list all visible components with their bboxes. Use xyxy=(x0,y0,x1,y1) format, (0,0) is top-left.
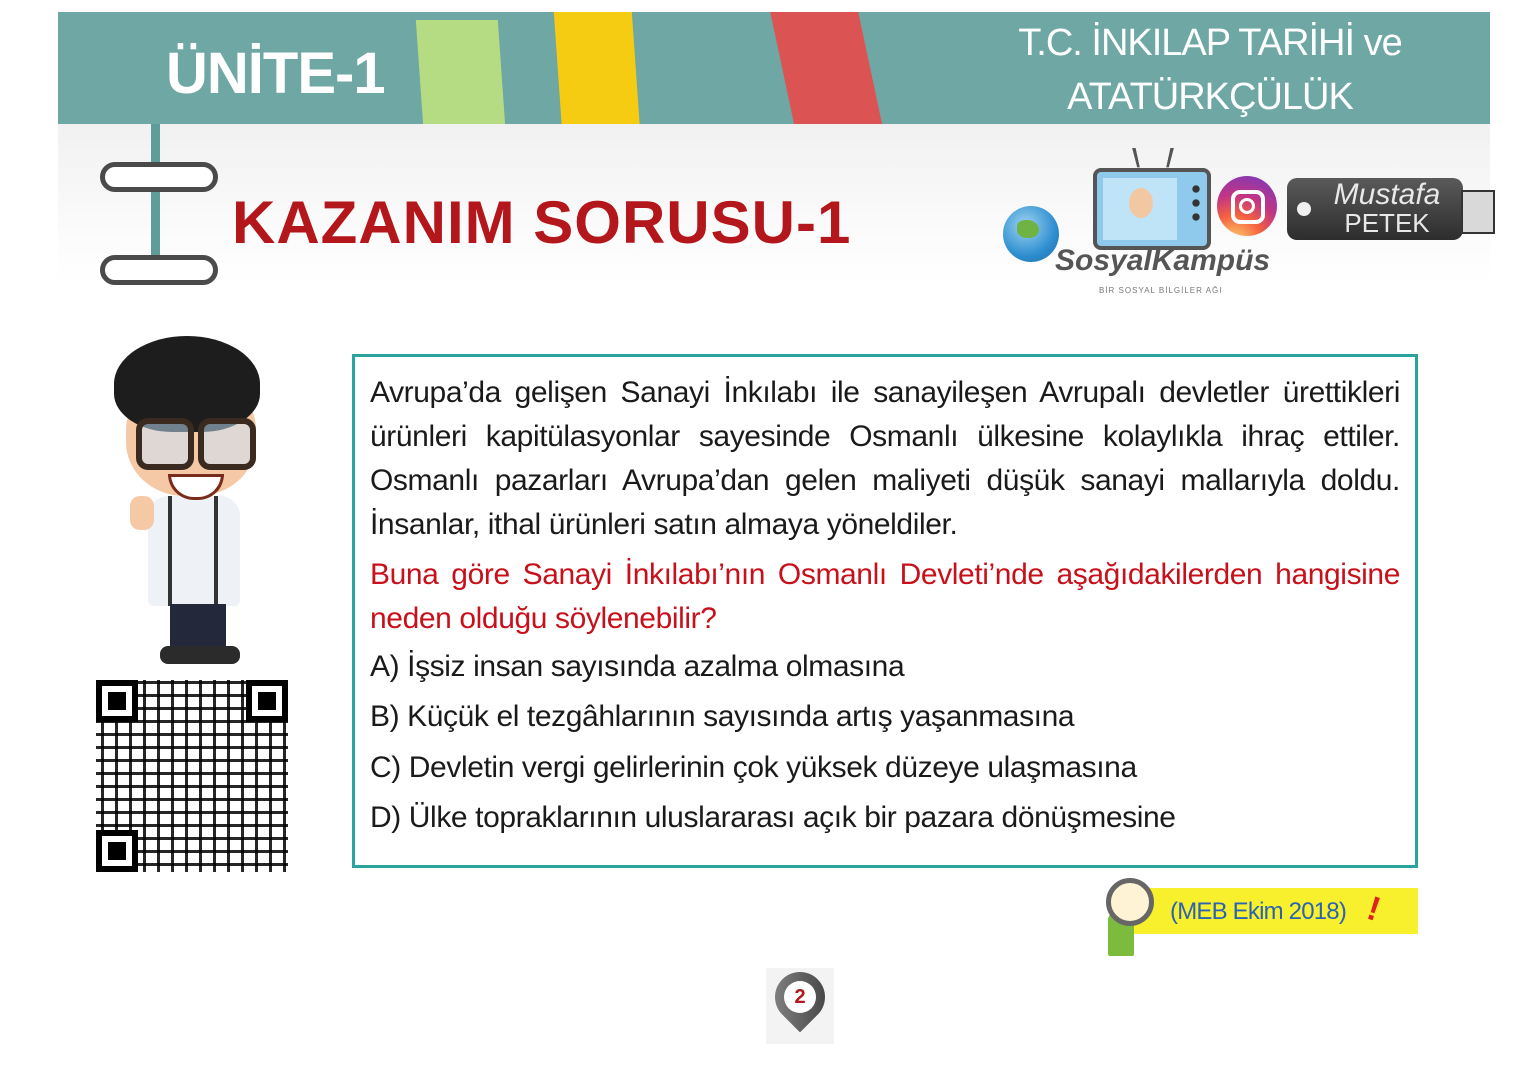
source-label: (MEB Ekim 2018) xyxy=(1170,898,1347,925)
answer-option-c[interactable]: C) Devletin vergi gelirlerinin çok yüksek düzeye ulaşmasına xyxy=(370,751,1137,784)
logo-area xyxy=(995,146,1495,296)
char-suspender xyxy=(168,496,172,606)
source-tag xyxy=(1098,878,1418,958)
course-title-line2: ATATÜRKÇÜLÜK xyxy=(1067,76,1353,118)
unit-title: ÜNİTE-1 xyxy=(166,41,385,106)
answer-option-d[interactable]: D) Ülke topraklarının uluslararası açık bir pazara dönüşmesine xyxy=(370,801,1176,834)
answer-option-a[interactable]: A) İşsiz insan sayısında azalma olmasına xyxy=(370,650,905,683)
magnifier-icon xyxy=(1106,878,1154,926)
brand-name: SosyalKampüs xyxy=(1055,244,1271,277)
exclamation-icon: ! xyxy=(1362,889,1386,929)
usb-led xyxy=(1297,202,1311,216)
page-marker xyxy=(766,968,834,1044)
globe-land xyxy=(1017,220,1039,238)
red-stripe xyxy=(770,12,884,124)
instagram-icon[interactable] xyxy=(1217,176,1277,236)
tv-knobs xyxy=(1191,182,1201,226)
tv-icon xyxy=(1093,168,1211,250)
usb-stick-icon xyxy=(1287,178,1463,240)
qr-code[interactable] xyxy=(96,680,288,872)
question-box xyxy=(352,354,1418,868)
cartoon-boy-illustration xyxy=(108,336,276,666)
globe-icon xyxy=(1003,206,1059,262)
green-stripe xyxy=(416,20,506,124)
tv-screen xyxy=(1103,178,1177,240)
qr-finder xyxy=(96,680,138,722)
course-title-line1: T.C. İNKILAP TARİHİ ve xyxy=(1018,22,1402,64)
binder-ring-icon xyxy=(100,255,218,285)
header-bar xyxy=(58,12,1490,124)
char-shoes xyxy=(160,646,240,664)
usb-label-last: PETEK xyxy=(1344,208,1430,238)
char-shirt xyxy=(148,496,240,606)
qr-finder xyxy=(246,680,288,722)
course-title xyxy=(988,16,1432,124)
char-suspender xyxy=(214,496,218,606)
thumbs-up-icon xyxy=(130,496,154,530)
question-prompt: Buna göre Sanayi İnkılabı’nın Osmanlı Devleti’nde aşağıdakilerden hangisine neden olduğu söylenebilir? xyxy=(370,558,1400,635)
usb-plug xyxy=(1461,190,1495,234)
section-title: KAZANIM SORUSU-1 xyxy=(232,189,852,256)
page-number: 2 xyxy=(794,986,806,1008)
brand-tagline: BİR SOSYAL BİLGİLER AĞI xyxy=(1099,286,1223,295)
usb-label-first: Mustafa xyxy=(1333,178,1441,211)
yellow-stripe xyxy=(554,12,640,124)
glasses-icon xyxy=(136,418,194,470)
glasses-icon xyxy=(198,418,256,470)
reporter-icon xyxy=(1129,188,1153,218)
question-passage: Avrupa’da gelişen Sanayi İnkılabı ile sanayileşen Avrupalı devletler ürettikleri ürünleri kapitülasyonlar sayesinde Osmanlı ülkesine kolaylıkla ihraç ettiler. Osmanlı pazarları Avrupa’dan gelen maliyeti düşük sanayi mallarıyla doldu. İnsanlar, ithal ürünleri satın almaya yöneldiler. xyxy=(370,376,1400,541)
binder-ring-icon xyxy=(100,162,218,192)
qr-finder xyxy=(96,830,138,872)
answer-option-b[interactable]: B) Küçük el tezgâhlarının sayısında artış yaşanmasına xyxy=(370,700,1075,733)
tv-antenna-icon xyxy=(1132,148,1174,167)
